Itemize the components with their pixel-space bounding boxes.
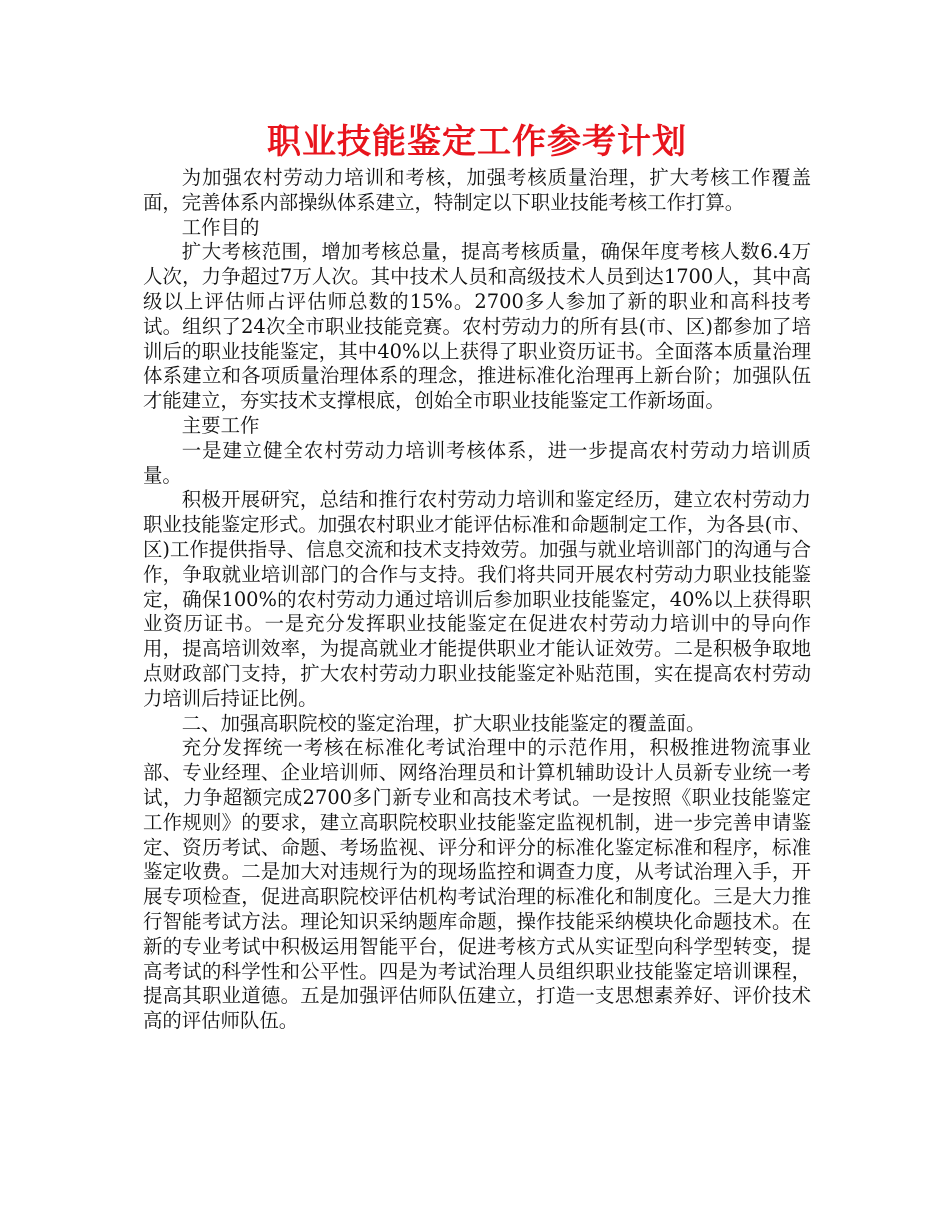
work-item-1-heading: 一是建立健全农村劳动力培训考核体系，进一步提高农村劳动力培训质量。 [143,438,811,487]
document-page [143,118,811,1034]
work-item-2-paragraph: 充分发挥统一考核在标准化考试治理中的示范作用，积极推进物流事业部、专业经理、企业培训师、网络治理员和计算机辅助设计人员新专业统一考试，力争超额完成2700多门新专业和高技术考试。一是按照《职业技能鉴定工作规则》的要求，建立高职院校职业技能鉴定监视机制，进一步完善申请鉴定、资历考试、命题、考场监视、评分和评分的标准化鉴定标准和程序，标准鉴定收费。二是加大对违规行为的现场监控和调查力度，从考试治理入手，开展专项检查，促进高职院校评估机构考试治理的标准化和制度化。三是大力推行智能考试方法。理论知识采纳题库命题，操作技能采纳模块化命题技术。在新的专业考试中积极运用智能平台，促进考核方式从实证型向科学型转变，提高考试的科学性和公平性。四是为考试治理人员组织职业技能鉴定培训课程，提高其职业道德。五是加强评估师队伍建立，打造一支思想素养好、评价技术高的评估师队伍。 [143,736,811,1033]
document-title: 职业技能鉴定工作参考计划 [267,122,687,162]
section-heading-main-work: 主要工作 [181,413,260,437]
section-heading-goals: 工作目的 [181,215,260,239]
work-item-1-paragraph: 积极开展研究，总结和推行农村劳动力培训和鉴定经历，建立农村劳动力职业技能鉴定形式。加强农村职业才能评估标准和命题制定工作，为各县(市、区)工作提供指导、信息交流和技术支持效劳。加强与就业培训部门的沟通与合作，争取就业培训部门的合作与支持。我们将共同开展农村劳动力职业技能鉴定，确保100%的农村劳动力通过培训后参加职业技能鉴定，40%以上获得职业资历证书。一是充分发挥职业技能鉴定在促进农村劳动力培训中的导向作用，提高培训效率，为提高就业才能提供职业才能认证效劳。二是积极争取地点财政部门支持，扩大农村劳动力职业技能鉴定补贴范围，实在提高农村劳动力培训后持证比例。 [143,488,811,710]
work-item-2-heading: 二、加强高职院校的鉴定治理，扩大职业技能鉴定的覆盖面。 [181,711,706,735]
intro-paragraph: 为加强农村劳动力培训和考核，加强考核质量治理，扩大考核工作覆盖面，完善体系内部操纵体系建立，特制定以下职业技能考核工作打算。 [143,166,811,214]
goals-paragraph: 扩大考核范围，增加考核总量，提高考核质量，确保年度考核人数6.4万人次，力争超过7万人次。其中技术人员和高级技术人员到达1700人，其中高级以上评估师占评估师总数的15%。2700多人参加了新的职业和高科技考试。组织了24次全市职业技能竞赛。农村劳动力的所有县(市、区)都参加了培训后的职业技能鉴定，其中40%以上获得了职业资历证书。全面落本质量治理体系建立和各项质量治理体系的理念，推进标准化治理再上新台阶；加强队伍才能建立，夯实技术支撑根底，创始全市职业技能鉴定工作新场面。 [143,240,811,413]
